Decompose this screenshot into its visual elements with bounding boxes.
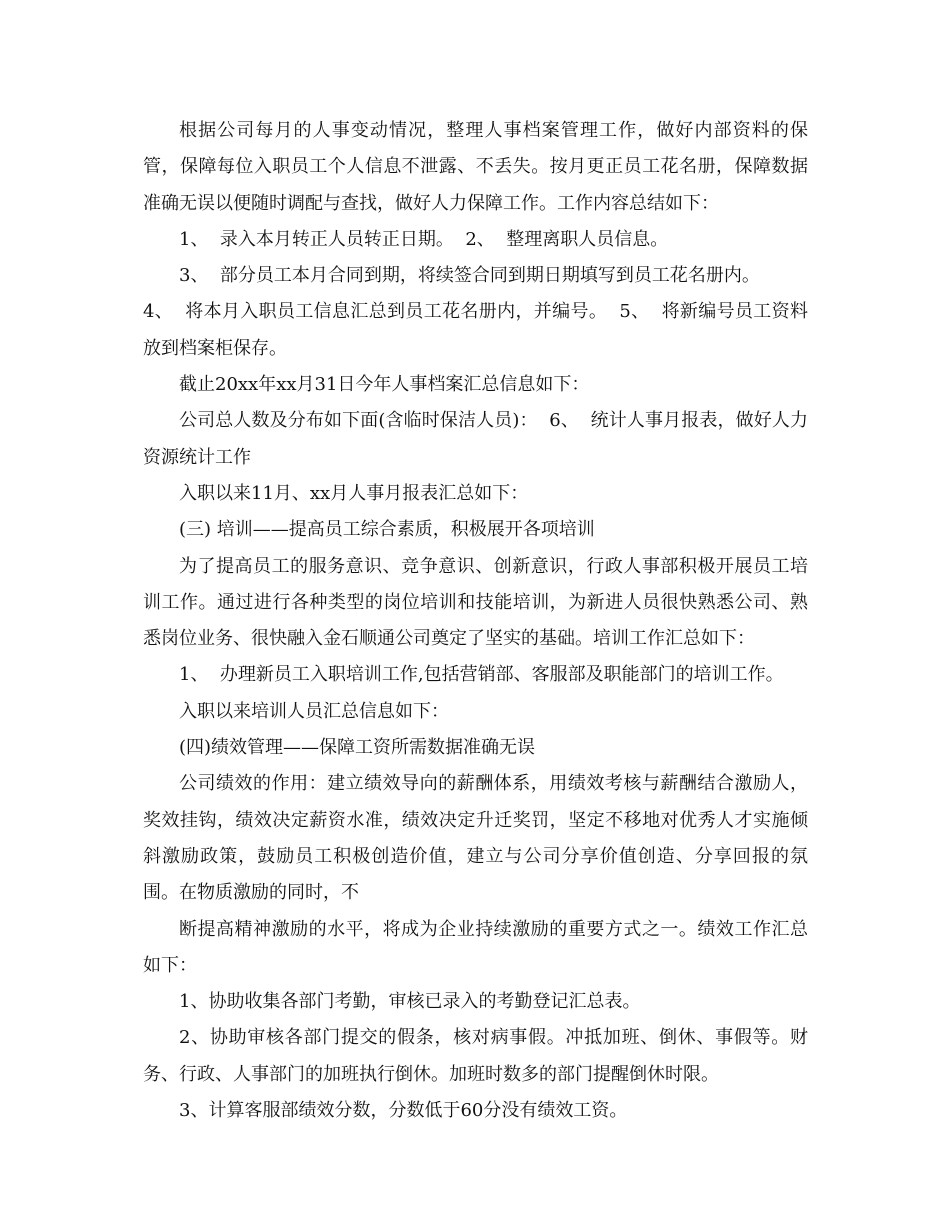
paragraph-item-4-5: 4、 将本月入职员工信息汇总到员工花名册内，并编号。 5、 将新编号员工资料放到档案柜保存。 (143, 301, 808, 359)
paragraph-training-item-1: 1、 办理新员工入职培训工作,包括营销部、客服部及职能部门的培训工作。 (179, 664, 784, 686)
paragraph-performance-item-1: 1、协助收集各部门考勤，审核已录入的考勤登记汇总表。 (179, 991, 641, 1013)
paragraph-item-3: 3、 部分员工本月合同到期，将续签合同到期日期填写到员工花名册内。 (179, 265, 760, 287)
paragraph-headcount: 公司总人数及分布如下面(含临时保洁人员)： 6、 统计人事月报表，做好人力资源统计工作 (143, 410, 808, 468)
paragraph-performance-continued: 断提高精神激励的水平，将成为企业持续激励的重要方式之一。绩效工作汇总如下： (143, 918, 808, 976)
paragraph-performance-item-2: 2、协助审核各部门提交的假条，核对病事假。冲抵加班、倒休、事假等。财务、行政、人事部门的加班执行倒休。加班时数多的部门提醒倒休时限。 (143, 1027, 808, 1085)
section-heading-training: (三) 培训——提高员工综合素质，积极展开各项培训 (179, 519, 595, 541)
paragraph-performance-item-3: 3、计算客服部绩效分数，分数低于60分没有绩效工资。 (179, 1100, 628, 1122)
paragraph-records-summary: 截止20xx年xx月31日今年人事档案汇总信息如下： (179, 374, 590, 396)
paragraph-monthly-report: 入职以来11月、xx月人事月报表汇总如下： (179, 482, 529, 504)
paragraph-training-intro: 为了提高员工的服务意识、竞争意识、创新意识，行政人事部积极开展员工培训工作。通过进行各种类型的岗位培训和技能培训，为新进人员很快熟悉公司、熟悉岗位业务、很快融入金石顺通公司奠定了坚实的基础。培训工作汇总如下： (143, 555, 808, 650)
paragraph-personnel-records: 根据公司每月的人事变动情况，整理人事档案管理工作，做好内部资料的保管，保障每位入职员工个人信息不泄露、不丢失。按月更正员工花名册，保障数据准确无误以便随时调配与查找，做好人力保障工作。工作内容总结如下： (143, 120, 808, 214)
paragraph-item-1-2: 1、 录入本月转正人员转正日期。 2、 整理离职人员信息。 (179, 228, 669, 250)
paragraph-training-summary: 入职以来培训人员汇总信息如下： (179, 700, 449, 722)
section-heading-performance: (四)绩效管理——保障工资所需数据准确无误 (179, 737, 536, 759)
document-page (143, 113, 808, 1129)
paragraph-performance-role: 公司绩效的作用：建立绩效导向的薪酬体系，用绩效考核与薪酬结合激励人，奖效挂钩，绩效决定薪资水准，绩效决定升迁奖罚，坚定不移地对优秀人才实施倾斜激励政策，鼓励员工积极创造价值，建立与公司分享价值创造、分享回报的氛围。在物质激励的同时，不 (143, 773, 808, 904)
